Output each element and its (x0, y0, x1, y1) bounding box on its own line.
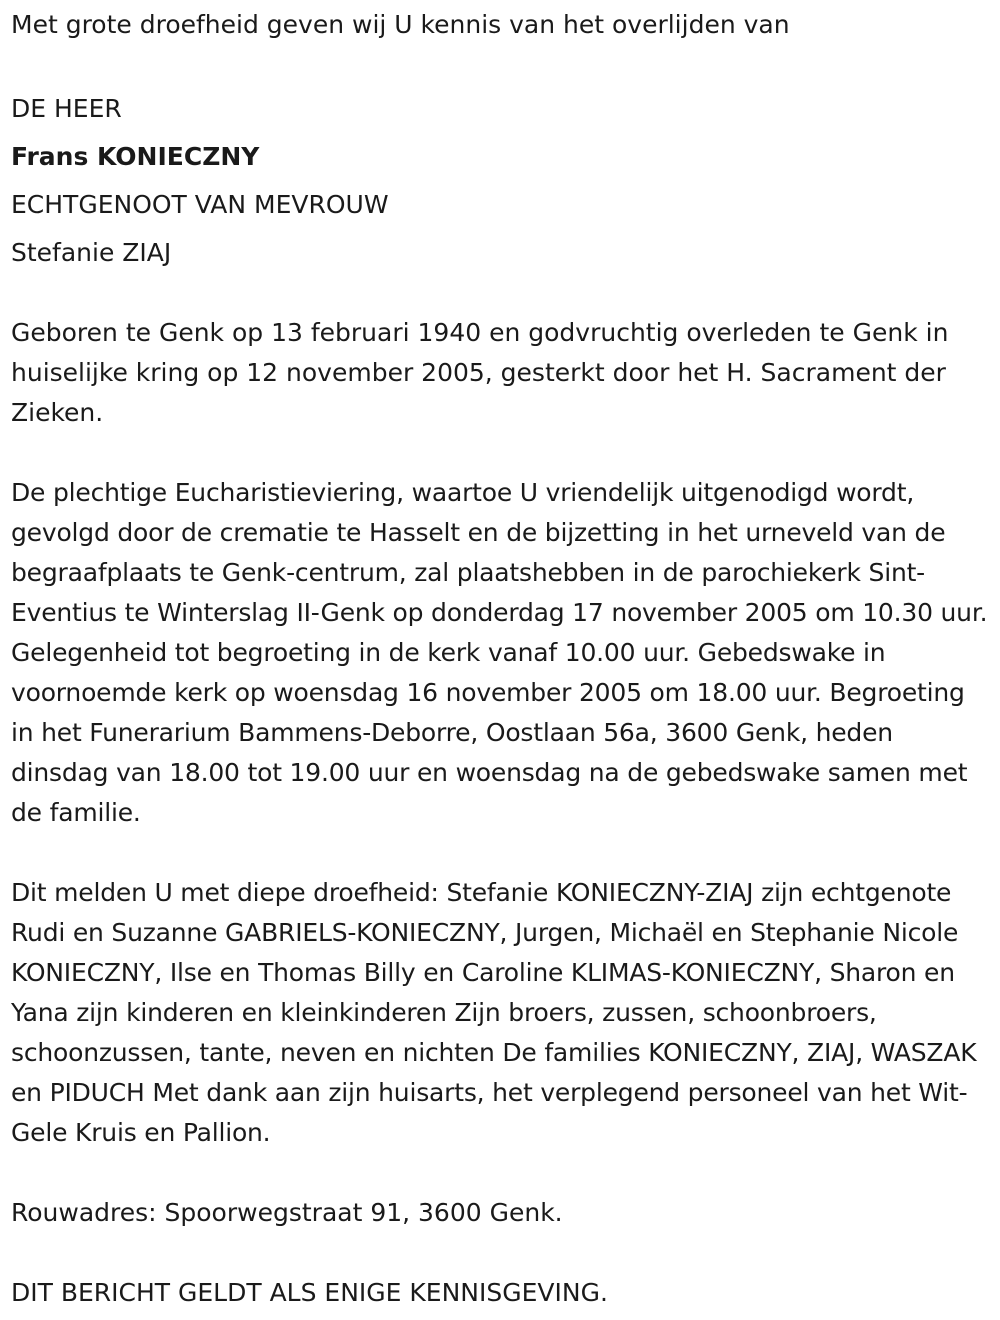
spouse-prefix: ECHTGENOOT VAN MEVROUW (11, 190, 389, 219)
spacer (11, 45, 988, 85)
spacer (11, 1153, 988, 1193)
title-prefix: DE HEER (11, 94, 122, 123)
spacer (11, 1233, 988, 1273)
deceased-name: Frans KONIECZNY (11, 142, 260, 171)
family-paragraph: Dit melden U met diepe droefheid: Stefanie KONIECZNY-ZIAJ zijn echtgenote Rudi en Suzanne GABRIELS-KONIECZNY, Jurgen, Michaël en Stephanie Nicole KONIECZNY, Ilse en Thomas Billy en Caroline KLIMAS-KONIECZNY, Sharon en Yana zijn kinderen en kleinkinderen Zijn broers, zussen, schoonbroers, schoonzussen, tante, neven en nichten De families KONIECZNY, ZIAJ, WASZAK en PIDUCH Met dank aan zijn huisarts, het verplegend personeel van het Wit-Gele Kruis en Pallion. (11, 878, 977, 1147)
intro-text: Met grote droefheid geven wij U kennis van het overlijden van (11, 10, 790, 39)
mourning-address: Rouwadres: Spoorwegstraat 91, 3600 Genk. (11, 1198, 563, 1227)
spacer (11, 277, 988, 313)
ceremony-paragraph: De plechtige Eucharistieviering, waartoe U vriendelijk uitgenodigd wordt, gevolgd door de crematie te Hasselt en de bijzetting in het urneveld van de begraafplaats te Genk-centrum, zal plaatshebben in de parochiekerk Sint-Eventius te Winterslag II-Genk op donderdag 17 november 2005 om 10.30 uur. Gelegenheid tot begroeting in de kerk vanaf 10.00 uur. Gebedswake in voornoemde kerk op woensdag 16 november 2005 om 18.00 uur. Begroeting in het Funerarium Bammens-Deborre, Oostlaan 56a, 3600 Genk, heden dinsdag van 18.00 tot 19.00 uur en woensdag na de gebedswake samen met de familie. (11, 478, 988, 827)
spouse-name: Stefanie ZIAJ (11, 238, 172, 267)
spacer (11, 833, 988, 873)
spacer (11, 433, 988, 473)
birth-death-paragraph: Geboren te Genk op 13 februari 1940 en godvruchtig overleden te Genk in huiselijke kring op 12 november 2005, gesterkt door het H. Sacrament der Zieken. (11, 318, 949, 427)
closing-statement: DIT BERICHT GELDT ALS ENIGE KENNISGEVING. (11, 1278, 608, 1307)
